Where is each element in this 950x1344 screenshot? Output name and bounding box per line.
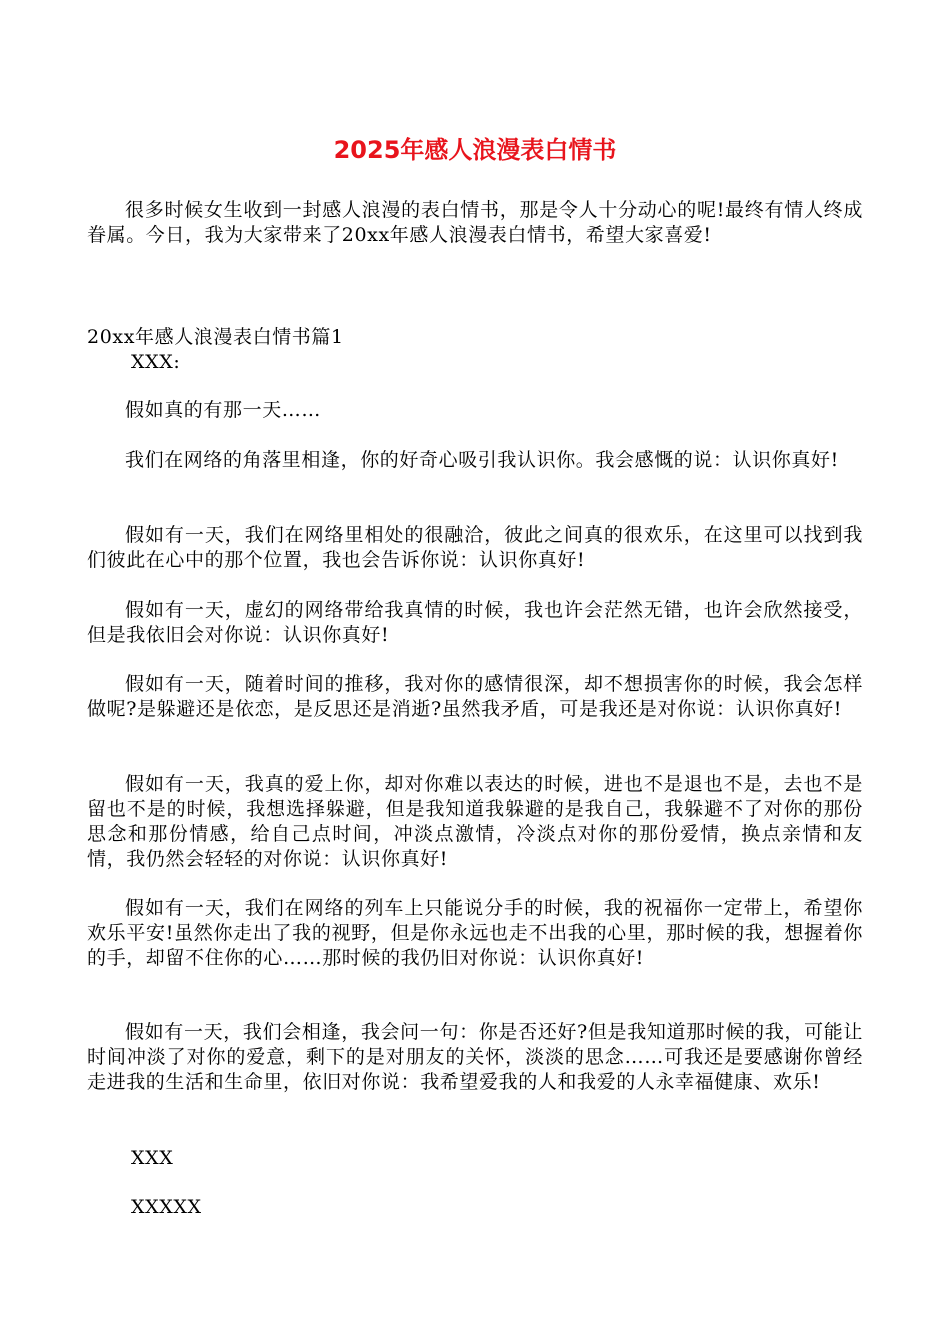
body-paragraph: 假如有一天，我们在网络里相处的很融洽，彼此之间真的很欢乐，在这里可以找到我们彼此在心中的那个位置，我也会告诉你说：认识你真好! [87, 524, 863, 571]
body-paragraph: 假如有一天，随着时间的推移，我对你的感情很深，却不想损害你的时候，我会怎样做呢?是躲避还是依恋，是反思还是消逝?虽然我矛盾，可是我还是对你说：认识你真好! [87, 673, 863, 720]
document-title: 2025年感人浪漫表白情书 [333, 136, 617, 164]
body-paragraph: 假如真的有那一天…… [125, 399, 322, 421]
body-paragraph: 假如有一天，虚幻的网络带给我真情的时候，我也许会茫然无错，也许会欣然接受，但是我依旧会对你说：认识你真好! [87, 599, 863, 646]
body-paragraph: 假如有一天，我真的爱上你，却对你难以表达的时候，进也不是退也不是，去也不是留也不是的时候，我想选择躲避，但是我知道我躲避的是我自己，我躲避不了对你的那份思念和那份情感，给自己点时间，冲淡点激情，冷淡点对你的那份爱情，换点亲情和友情，我仍然会轻轻的对你说：认识你真好! [87, 773, 863, 870]
signature: XXX [131, 1147, 174, 1169]
intro-paragraph: 很多时候女生收到一封感人浪漫的表白情书，那是令人十分动心的呢!最终有情人终成眷属。今日，我为大家带来了20xx年感人浪漫表白情书，希望大家喜爱! [87, 199, 863, 246]
body-paragraph: 我们在网络的角落里相逢，你的好奇心吸引我认识你。我会感慨的说：认识你真好! [125, 449, 839, 471]
body-paragraph: 假如有一天，我们会相逢，我会问一句：你是否还好?但是我知道那时候的我，可能让时间冲淡了对你的爱意，剩下的是对朋友的关怀，淡淡的思念……可我还是要感谢你曾经走进我的生活和生命里，依旧对你说：我希望爱我的人和我爱的人永幸福健康、欢乐! [87, 1021, 863, 1093]
section-heading: 20xx年感人浪漫表白情书篇1 [87, 326, 344, 348]
date-line: XXXXX [131, 1196, 202, 1218]
body-paragraph: 假如有一天，我们在网络的列车上只能说分手的时候，我的祝福你一定带上，希望你欢乐平安!虽然你走出了我的视野，但是你永远也走不出我的心里，那时候的我，想握着你的手，却留不住你的心……那时候的我仍旧对你说：认识你真好! [87, 897, 863, 969]
salutation: XXX: [131, 351, 181, 373]
